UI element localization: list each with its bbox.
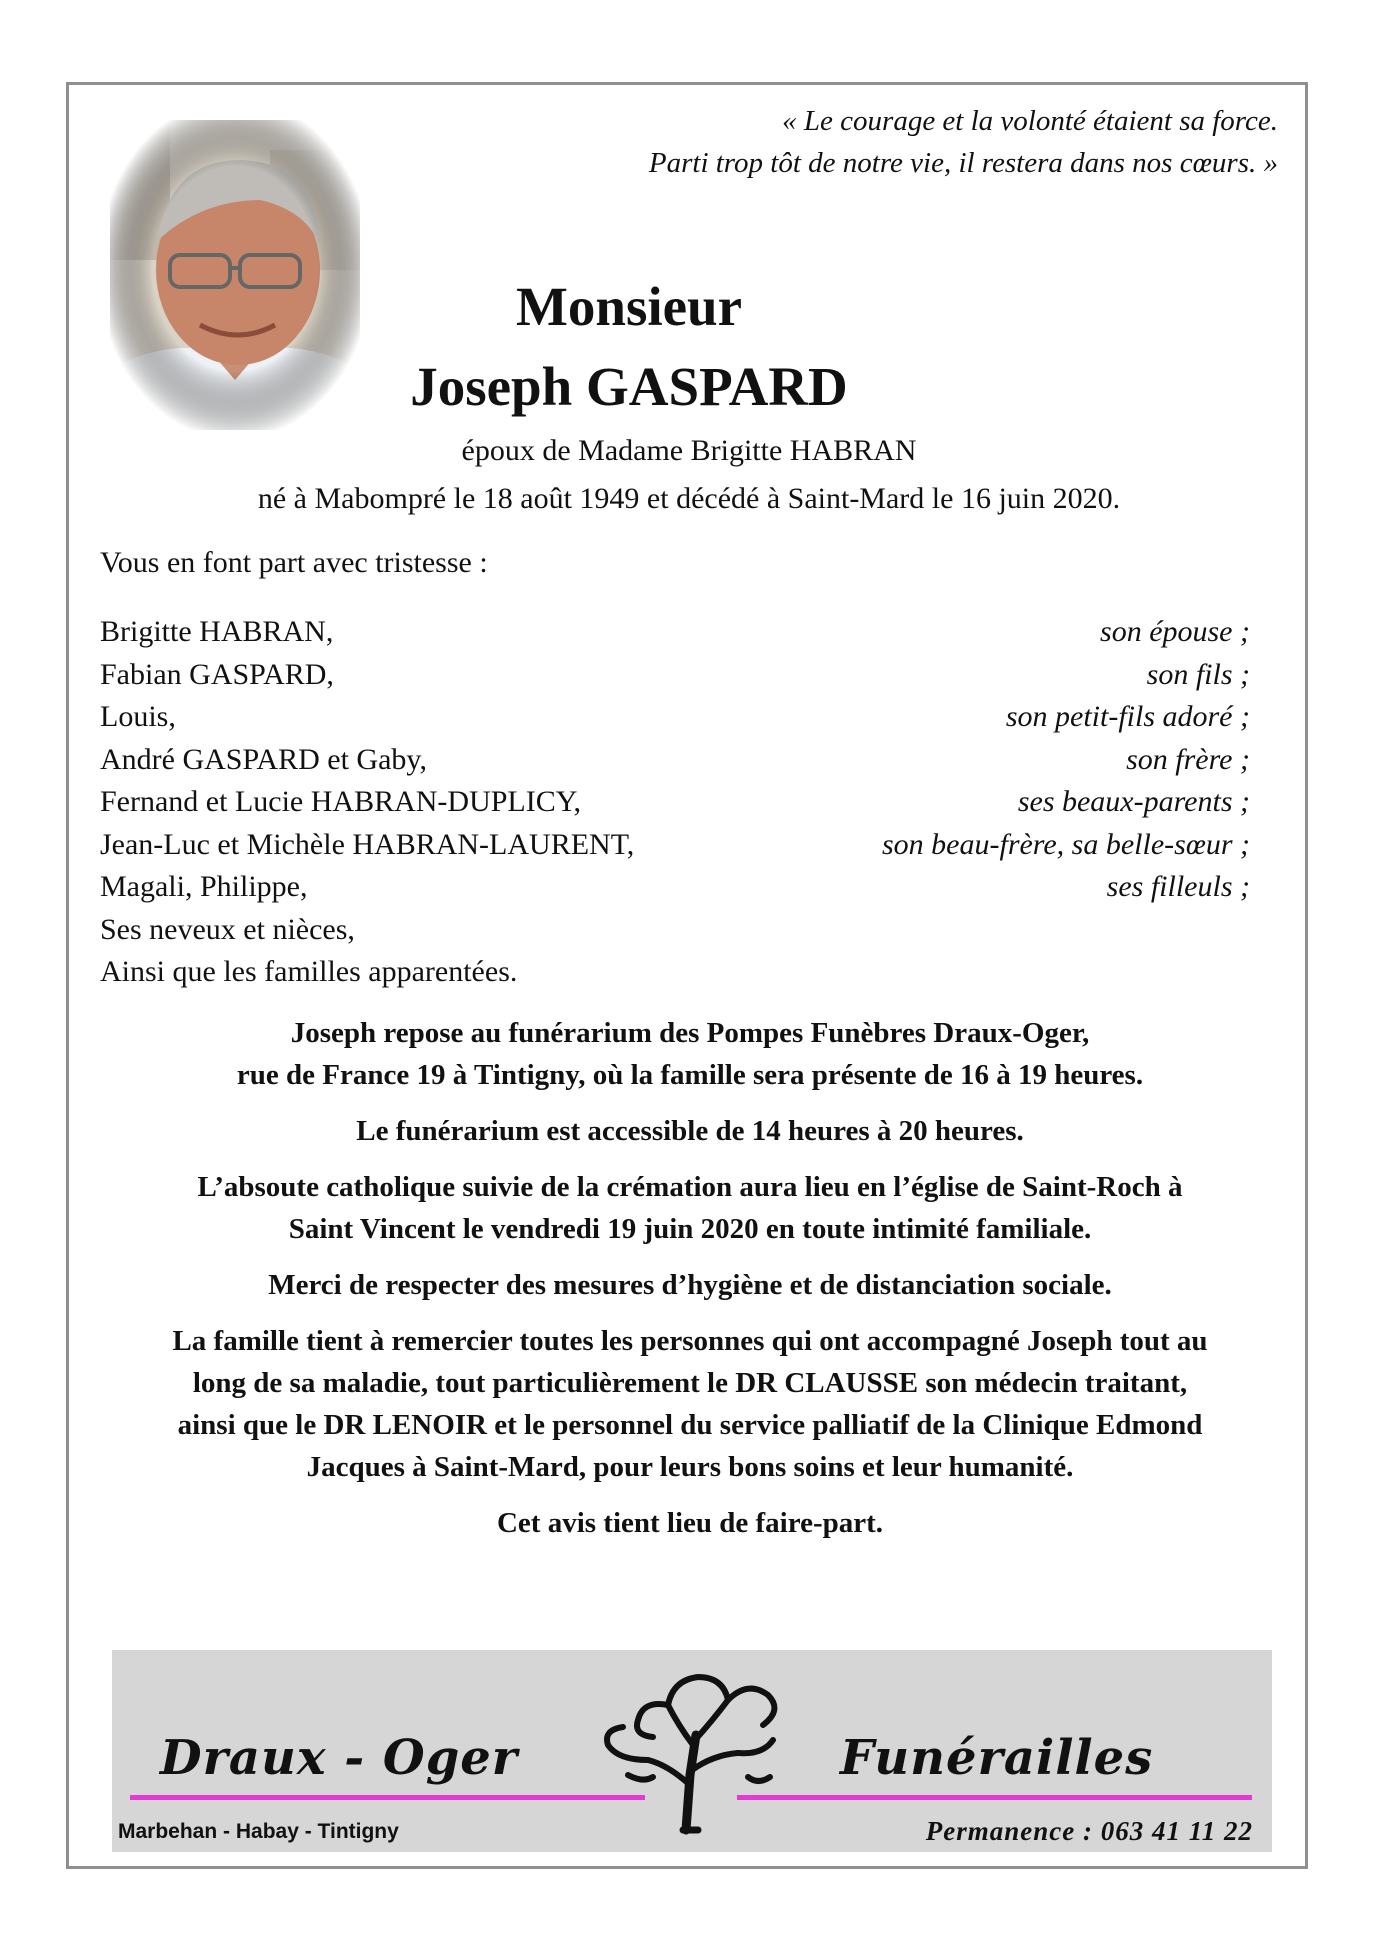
family-relation: son petit-fils adoré ; [1005, 700, 1250, 733]
birth-death-line: né à Mabompré le 18 août 1949 et décédé à Saint-Mard le 16 juin 2020. [257, 482, 1121, 515]
locations-line: Marbehan - Habay - Tintigny [118, 1820, 399, 1843]
phone-line: Permanence : 063 41 11 22 [925, 1816, 1253, 1846]
family-row [100, 909, 1250, 952]
closing-notice [90, 1502, 1290, 1544]
quote-line: Parti trop tôt de notre vie, il restera dans nos cœurs. » [648, 147, 1278, 179]
family-row [100, 866, 1250, 909]
brand-tagline: Funérailles [840, 1730, 1154, 1786]
quote-block [649, 100, 1278, 184]
family-relation: son frère ; [1126, 742, 1250, 776]
family-row [100, 781, 1250, 824]
family-relation: son épouse ; [1100, 615, 1250, 648]
family-relation: son beau-frère, sa belle-sœur ; [882, 827, 1250, 861]
notice-line: long de sa maladie, tout particulièrement le DR CLAUSSE son médecin traitant, [192, 1367, 1188, 1399]
funerarium-notice [90, 1012, 1290, 1096]
quote-line: « Le courage et la volonté étaient sa force. [782, 105, 1278, 137]
notice-line: Joseph repose au funérarium des Pompes Funèbres Draux-Oger, [290, 1017, 1090, 1049]
brand-name: Draux - Oger [160, 1730, 519, 1786]
family-row [100, 696, 1250, 739]
family-name: Louis, [100, 700, 176, 733]
accent-line-right [737, 1795, 1252, 1800]
family-name: Magali, Philippe, [100, 870, 308, 903]
access-notice [90, 1110, 1290, 1152]
family-name: André GASPARD et Gaby, [100, 742, 427, 776]
deceased-name: Joseph GASPARD [410, 356, 848, 417]
intro-line: Vous en font part avec tristesse : [100, 546, 488, 579]
family-row [100, 824, 1250, 867]
notice-line: Le funérarium est accessible de 14 heures à 20 heures. [356, 1115, 1024, 1147]
ceremony-notice [90, 1166, 1290, 1250]
notice-line: L’absoute catholique suivie de la crémation aura lieu en l’église de Saint-Roch à [197, 1171, 1183, 1203]
family-relation: son fils ; [1146, 657, 1250, 691]
hygiene-notice [90, 1264, 1290, 1306]
family-row [100, 654, 1250, 697]
accent-line-left [130, 1795, 645, 1800]
notice-line: Jacques à Saint-Mard, pour leurs bons soins et leur humanité. [306, 1451, 1074, 1483]
notice-line: ainsi que le DR LENOIR et le personnel du service palliatif de la Clinique Edmond [177, 1409, 1203, 1441]
family-name: Jean-Luc et Michèle HABRAN-LAURENT, [100, 827, 635, 861]
notice-line: Saint Vincent le vendredi 19 juin 2020 en toute intimité familiale. [288, 1213, 1092, 1245]
family-list [100, 611, 1250, 994]
notice-line: rue de France 19 à Tintigny, où la famille sera présente de 16 à 19 heures. [236, 1059, 1144, 1091]
notice-line: Cet avis tient lieu de faire-part. [496, 1507, 884, 1539]
family-name: Ainsi que les familles apparentées. [100, 955, 518, 988]
tree-logo-icon [598, 1665, 788, 1835]
family-row [100, 739, 1250, 782]
spouse-line: époux de Madame Brigitte HABRAN [461, 434, 917, 467]
thanks-notice [90, 1320, 1290, 1488]
family-name: Fernand et Lucie HABRAN-DUPLICY, [100, 785, 582, 818]
honorific: Monsieur [515, 276, 743, 337]
family-row [100, 951, 1250, 994]
family-name: Fabian GASPARD, [100, 657, 334, 691]
family-name: Brigitte HABRAN, [100, 615, 334, 648]
notice-line: Merci de respecter des mesures d’hygiène et de distanciation sociale. [268, 1269, 1112, 1301]
family-name: Ses neveux et nièces, [100, 912, 355, 946]
family-relation: ses filleuls ; [1106, 870, 1250, 903]
notices-block [90, 1012, 1290, 1558]
family-relation: ses beaux-parents ; [1017, 785, 1250, 818]
notice-line: La famille tient à remercier toutes les personnes qui ont accompagné Joseph tout au [172, 1325, 1208, 1357]
family-row [100, 611, 1250, 654]
